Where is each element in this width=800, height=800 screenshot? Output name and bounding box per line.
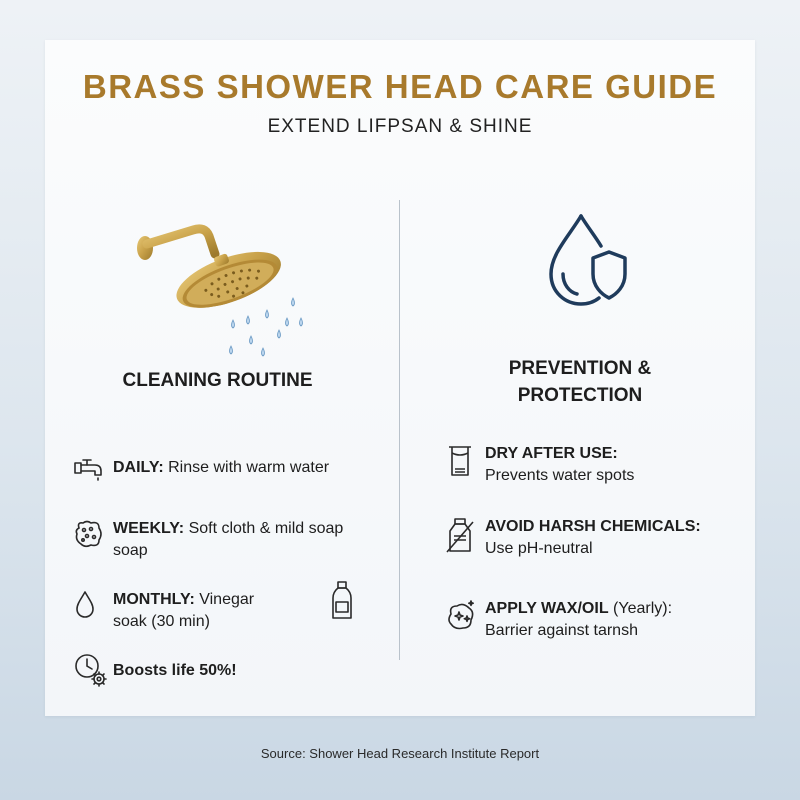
sparkle-sponge-icon bbox=[445, 598, 485, 632]
vinegar-bottle-icon bbox=[331, 580, 353, 622]
drop-icon bbox=[73, 589, 113, 619]
list-item-daily bbox=[73, 455, 329, 483]
wax-label-extra: (Yearly): bbox=[608, 600, 673, 617]
source-note: Source: Shower Head Research Institute Report bbox=[260, 746, 540, 761]
drop-shield-icon bbox=[541, 212, 631, 312]
faucet-icon bbox=[73, 455, 113, 483]
guide-card bbox=[45, 40, 755, 716]
sponge-icon bbox=[73, 518, 113, 550]
page-title: BRASS SHOWER HEAD CARE GUIDE bbox=[82, 68, 718, 105]
monthly-text-line2: soak (30 min) bbox=[113, 613, 210, 630]
prevention-heading-line2: PROTECTION bbox=[517, 385, 643, 406]
page-subtitle: EXTEND LIFPSAN & SHINE bbox=[267, 116, 533, 137]
no-chemicals-icon bbox=[445, 516, 485, 554]
avoid-text: Use pH-neutral bbox=[485, 540, 593, 557]
column-divider bbox=[399, 200, 400, 660]
list-item-wax bbox=[445, 598, 672, 642]
boosts-label: Boosts life 50%! bbox=[113, 662, 237, 679]
shower-head-icon bbox=[133, 208, 303, 358]
weekly-label: WEEKLY: bbox=[113, 520, 185, 537]
monthly-label: MONTHLY: bbox=[113, 591, 195, 608]
avoid-label: AVOID HARSH CHEMICALS: bbox=[485, 518, 701, 535]
weekly-text: Soft cloth & mild soap bbox=[184, 520, 344, 537]
prevention-heading-line1: PREVENTION & bbox=[508, 358, 652, 379]
dry-label: DRY AFTER USE: bbox=[485, 445, 618, 462]
daily-text: Rinse with warm water bbox=[163, 459, 330, 476]
list-item-dry bbox=[445, 443, 634, 487]
towel-icon bbox=[445, 443, 485, 479]
cleaning-routine-heading: CLEANING ROUTINE bbox=[122, 370, 313, 391]
list-item-avoid bbox=[445, 516, 701, 560]
monthly-text: Vinegar bbox=[194, 591, 255, 608]
daily-label: DAILY: bbox=[113, 459, 164, 476]
list-item-monthly bbox=[73, 589, 254, 633]
list-item-weekly bbox=[73, 518, 343, 562]
list-item-boosts bbox=[73, 652, 237, 688]
dry-text: Prevents water spots bbox=[485, 467, 635, 484]
wax-label: APPLY WAX/OIL bbox=[485, 600, 609, 617]
wax-text: Barrier against tarnsh bbox=[485, 622, 638, 639]
weekly-text-line2: soap bbox=[113, 542, 148, 559]
clock-gear-icon bbox=[73, 652, 113, 688]
